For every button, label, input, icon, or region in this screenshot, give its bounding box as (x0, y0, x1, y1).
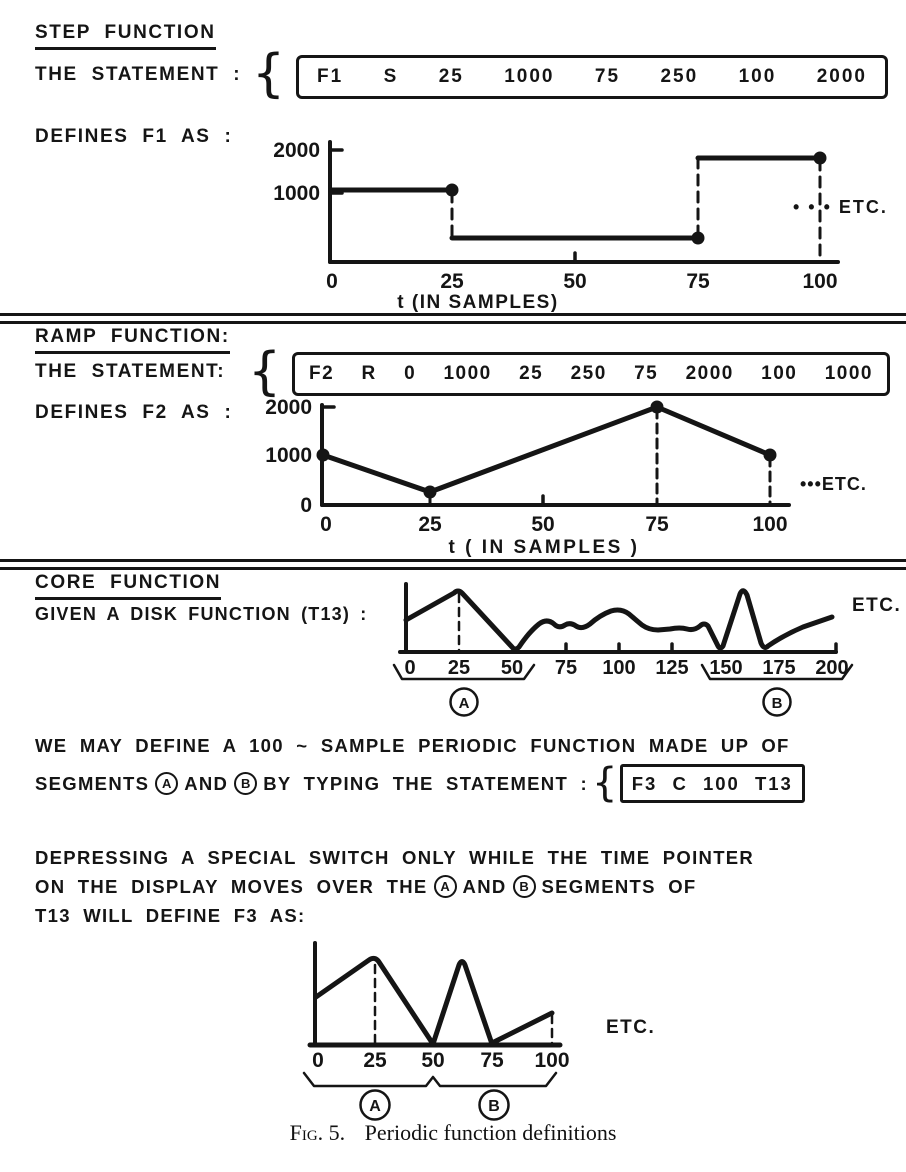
etc-label: ETC. (852, 595, 902, 616)
ramp-defines-label: DEFINES F2 AS : (35, 402, 233, 423)
statement-token: 100 (761, 363, 798, 384)
figure-caption-label: Fig. 5. (289, 1120, 346, 1145)
step-section-heading: STEP FUNCTION (35, 22, 216, 50)
x-tick-label: 0 (320, 513, 332, 536)
x-tick-label: 75 (480, 1049, 504, 1072)
x-tick-label: 0 (312, 1049, 324, 1072)
x-tick-label: 100 (534, 1049, 570, 1072)
switch-note-paragraph (35, 843, 754, 930)
data-point (446, 184, 459, 197)
y-tick-label: 1000 (273, 182, 320, 205)
statement-token: F2 (309, 363, 335, 384)
core-section-heading: CORE FUNCTION (35, 572, 221, 600)
figure-caption (0, 1120, 906, 1146)
statement-token: 1000 (504, 66, 555, 87)
statement-brace: { (591, 760, 619, 806)
x-tick-label: 50 (421, 1049, 445, 1072)
paragraph-text: SEGMENTS OF (541, 876, 697, 897)
y-tick-label: 1000 (265, 444, 312, 467)
ramp-statement-label: THE STATEMENT: (35, 361, 226, 382)
disk-function-curve (406, 591, 832, 649)
paragraph-text: WE MAY DEFINE A 100 ~ SAMPLE PERIODIC FUNCTION MADE UP OF (35, 735, 790, 756)
statement-token: F1 (317, 66, 344, 87)
y-tick-label: 2000 (265, 396, 312, 419)
f3-function-chart (238, 933, 678, 1123)
x-tick-label: 50 (563, 270, 587, 293)
paragraph-line (35, 731, 805, 760)
statement-token: 25 (438, 66, 464, 87)
y-tick-label: 0 (300, 494, 312, 517)
statement-token: S (383, 66, 399, 87)
paragraph-line (35, 872, 754, 901)
statement-token: 2000 (816, 66, 867, 87)
x-tick-label: 75 (686, 270, 710, 293)
statement-token: 25 (519, 363, 544, 384)
x-tick-label: 100 (602, 657, 636, 679)
data-point (424, 486, 437, 499)
segment-a-badge: A (155, 772, 178, 795)
x-tick-label: 75 (554, 657, 578, 679)
define-statement-paragraph (35, 731, 805, 806)
x-tick-label: 100 (752, 513, 788, 536)
x-tick-label: 150 (709, 657, 743, 679)
paragraph-text: SEGMENTS (35, 772, 150, 794)
paragraph-text: AND (184, 772, 229, 794)
paragraph-line (35, 760, 805, 806)
statement-token: 250 (660, 66, 699, 87)
step-function-chart (238, 128, 906, 312)
data-point (692, 232, 705, 245)
x-tick-label: 50 (531, 513, 555, 536)
ramp-statement-brace: { (248, 342, 282, 402)
f3-curve (316, 958, 552, 1044)
segment-b-badge: B (513, 875, 536, 898)
section-divider (0, 313, 906, 324)
statement-token: 75 (634, 363, 659, 384)
segment-a-badge: A (458, 695, 470, 712)
x-tick-label: 0 (404, 657, 416, 679)
step-statement-box (296, 55, 888, 99)
statement-token: 0 (404, 363, 417, 384)
etc-label: •••ETC. (800, 474, 867, 494)
statement-token: R (361, 363, 377, 384)
paragraph-line (35, 843, 754, 872)
paragraph-text: ON THE DISPLAY MOVES OVER THE (35, 876, 428, 897)
paragraph-text: DEPRESSING A SPECIAL SWITCH ONLY WHILE THE TIME POINTER (35, 847, 755, 868)
statement-token: 1000 (824, 363, 873, 384)
step-defines-label: DEFINES F1 AS : (35, 126, 233, 147)
statement-token: 1000 (443, 363, 492, 384)
data-point (317, 449, 330, 462)
paragraph-text: BY TYPING THE STATEMENT : (263, 772, 588, 794)
figure-caption-text: Periodic function definitions (364, 1120, 617, 1145)
x-tick-label: 25 (440, 270, 464, 293)
ramp-polyline (323, 407, 770, 492)
data-point (651, 401, 664, 414)
statement-token: 2000 (685, 363, 734, 384)
segment-b-badge: B (771, 695, 783, 712)
x-axis-title: t ( IN SAMPLES ) (448, 537, 640, 558)
x-tick-label: 75 (645, 513, 669, 536)
x-tick-label: 125 (655, 657, 689, 679)
section-divider (0, 559, 906, 570)
step-statement-brace: { (252, 44, 286, 104)
x-tick-label: 25 (447, 657, 471, 679)
step-statement-label: THE STATEMENT : (35, 64, 242, 85)
core-given-label: GIVEN A DISK FUNCTION (T13) : (35, 604, 368, 624)
x-tick-label: 100 (802, 270, 838, 293)
segment-b-badge: B (488, 1098, 500, 1115)
segment-a-badge: A (434, 875, 457, 898)
f3-statement-box: F3 C 100 T13 (620, 764, 805, 803)
segment-a-badge: A (369, 1098, 381, 1115)
x-tick-label: 175 (762, 657, 796, 679)
paragraph-text: T13 WILL DEFINE F3 AS: (35, 905, 306, 926)
paragraph-line (35, 901, 754, 930)
segment-brackets (304, 1073, 556, 1086)
x-tick-label: 25 (363, 1049, 387, 1072)
x-tick-label: 50 (500, 657, 524, 679)
statement-token: 75 (594, 66, 621, 87)
ramp-statement-box (292, 352, 890, 396)
x-tick-label: 200 (815, 657, 849, 679)
data-point (814, 152, 827, 165)
statement-token: 250 (570, 363, 607, 384)
x-tick-label: 25 (418, 513, 442, 536)
data-point (764, 449, 777, 462)
ramp-section-heading: RAMP FUNCTION: (35, 326, 230, 354)
x-tick-label: 0 (326, 270, 338, 293)
y-tick-label: 2000 (273, 139, 320, 162)
segment-b-badge: B (234, 772, 257, 795)
statement-token: 100 (738, 66, 777, 87)
paragraph-text: AND (462, 876, 507, 897)
x-axis-title: t (IN SAMPLES) (397, 292, 559, 312)
etc-label: ETC. (606, 1017, 656, 1038)
ramp-function-chart (244, 395, 906, 559)
etc-label: • • • ETC. (793, 197, 888, 217)
disk-function-chart (388, 578, 906, 732)
